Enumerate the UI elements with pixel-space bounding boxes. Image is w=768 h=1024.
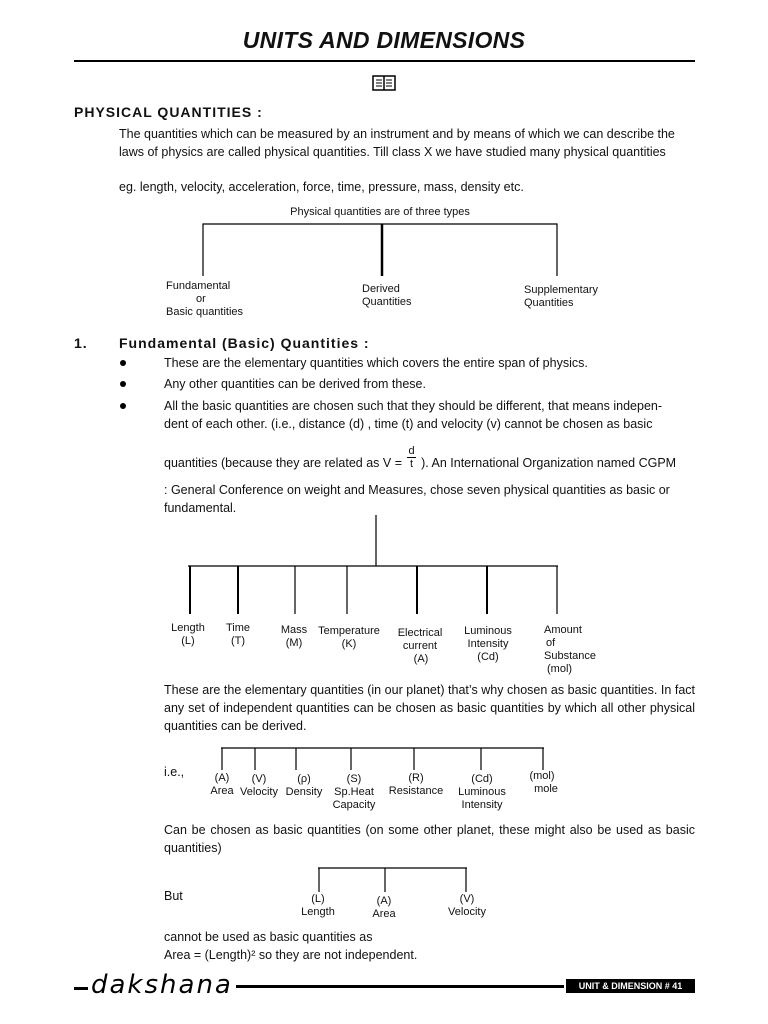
bullet-text: All the basic quantities are chosen such that they should be different, that means indepen- [164, 399, 663, 413]
section-number: 1. [74, 335, 88, 351]
ie-resistance: (R) Resistance [388, 772, 444, 797]
but-length: (L) Length [301, 893, 335, 918]
ie-mole: (mol) mole [529, 770, 558, 795]
section-heading-fundamental: Fundamental (Basic) Quantities : [119, 335, 370, 351]
bullet-text: Any other quantities can be derived from these. [164, 377, 426, 391]
but-velocity: (V) Velocity [448, 893, 486, 918]
elementary-paragraph: These are the elementary quantities (in our planet) that’s why chosen as basic quantities. In fact any set of independent quantities can be chosen as basic quantities by which all other physical quantities can be derived. [164, 683, 695, 733]
conclusion-line: Area = (Length)² so they are not independent. [164, 948, 418, 962]
ie-density: (ρ) Density [285, 773, 323, 798]
page-title: UNITS AND DIMENSIONS [242, 27, 526, 53]
ie-specific-heat: (S) Sp.Heat Capacity [332, 773, 376, 811]
types-diagram-root: Physical quantities are of three types [290, 206, 470, 218]
quantity-time: Time (T) [225, 622, 251, 647]
example-line: eg. length, velocity, acceleration, force, time, pressure, mass, density etc. [119, 180, 524, 194]
type-fundamental: Fundamental or Basic quantities [166, 280, 244, 318]
ie-label: i.e., [164, 765, 185, 779]
quantity-amount-of-substance: Amount of Substance (mol) [544, 624, 596, 675]
bullet-text: These are the elementary quantities which covers the entire span of physics. [164, 356, 588, 370]
quantity-electrical-current: Electrical current (A) [397, 627, 443, 665]
footer-page-label: UNIT & DIMENSION # 41 [566, 979, 695, 993]
but-label: But [164, 889, 183, 903]
other-planet-paragraph: Can be chosen as basic quantities (on some other planet, these might also be used as basic quantities) [164, 823, 695, 855]
conclusion-line: cannot be used as basic quantities as [164, 930, 373, 944]
ie-luminous-intensity: (Cd) Luminous Intensity [458, 773, 506, 811]
type-derived: Derived Quantities [362, 283, 412, 308]
bullet-text: dent of each other. (i.e., distance (d) , time (t) and velocity (v) cannot be chosen as basic [164, 417, 653, 431]
fraction-d-over-t: $\frac{d}{t}$ [408, 445, 415, 470]
quantity-luminous-intensity: Luminous Intensity (Cd) [464, 625, 512, 663]
quantity-temperature: Temperature (K) [318, 625, 380, 650]
type-supplementary: Supplementary Quantities [524, 284, 598, 309]
ie-velocity: (V) Velocity [240, 773, 278, 798]
cgpm-paragraph: : General Conference on weight and Measures, chose seven physical quantities as basic or fundamental. [164, 483, 670, 515]
relation-line: quantities (because they are related as V = $\frac{d}{t}$ ). An International Organization named CGPM [164, 445, 677, 470]
footer-rule [236, 985, 564, 988]
definition-paragraph: The quantities which can be measured by an instrument and by means of which we can describe the laws of physics are called physical quantities. Till class X we have studied many physical quantities [119, 127, 675, 159]
but-area: (A) Area [372, 895, 396, 920]
quantity-mass: Mass (M) [280, 624, 308, 649]
ie-area: (A) Area [210, 772, 234, 797]
footer-brand-logo: dakshana [91, 970, 233, 1000]
footer-left-dash [74, 987, 88, 990]
section-heading-physical-quantities: PHYSICAL QUANTITIES : [74, 104, 263, 120]
quantity-length: Length (L) [171, 622, 205, 647]
